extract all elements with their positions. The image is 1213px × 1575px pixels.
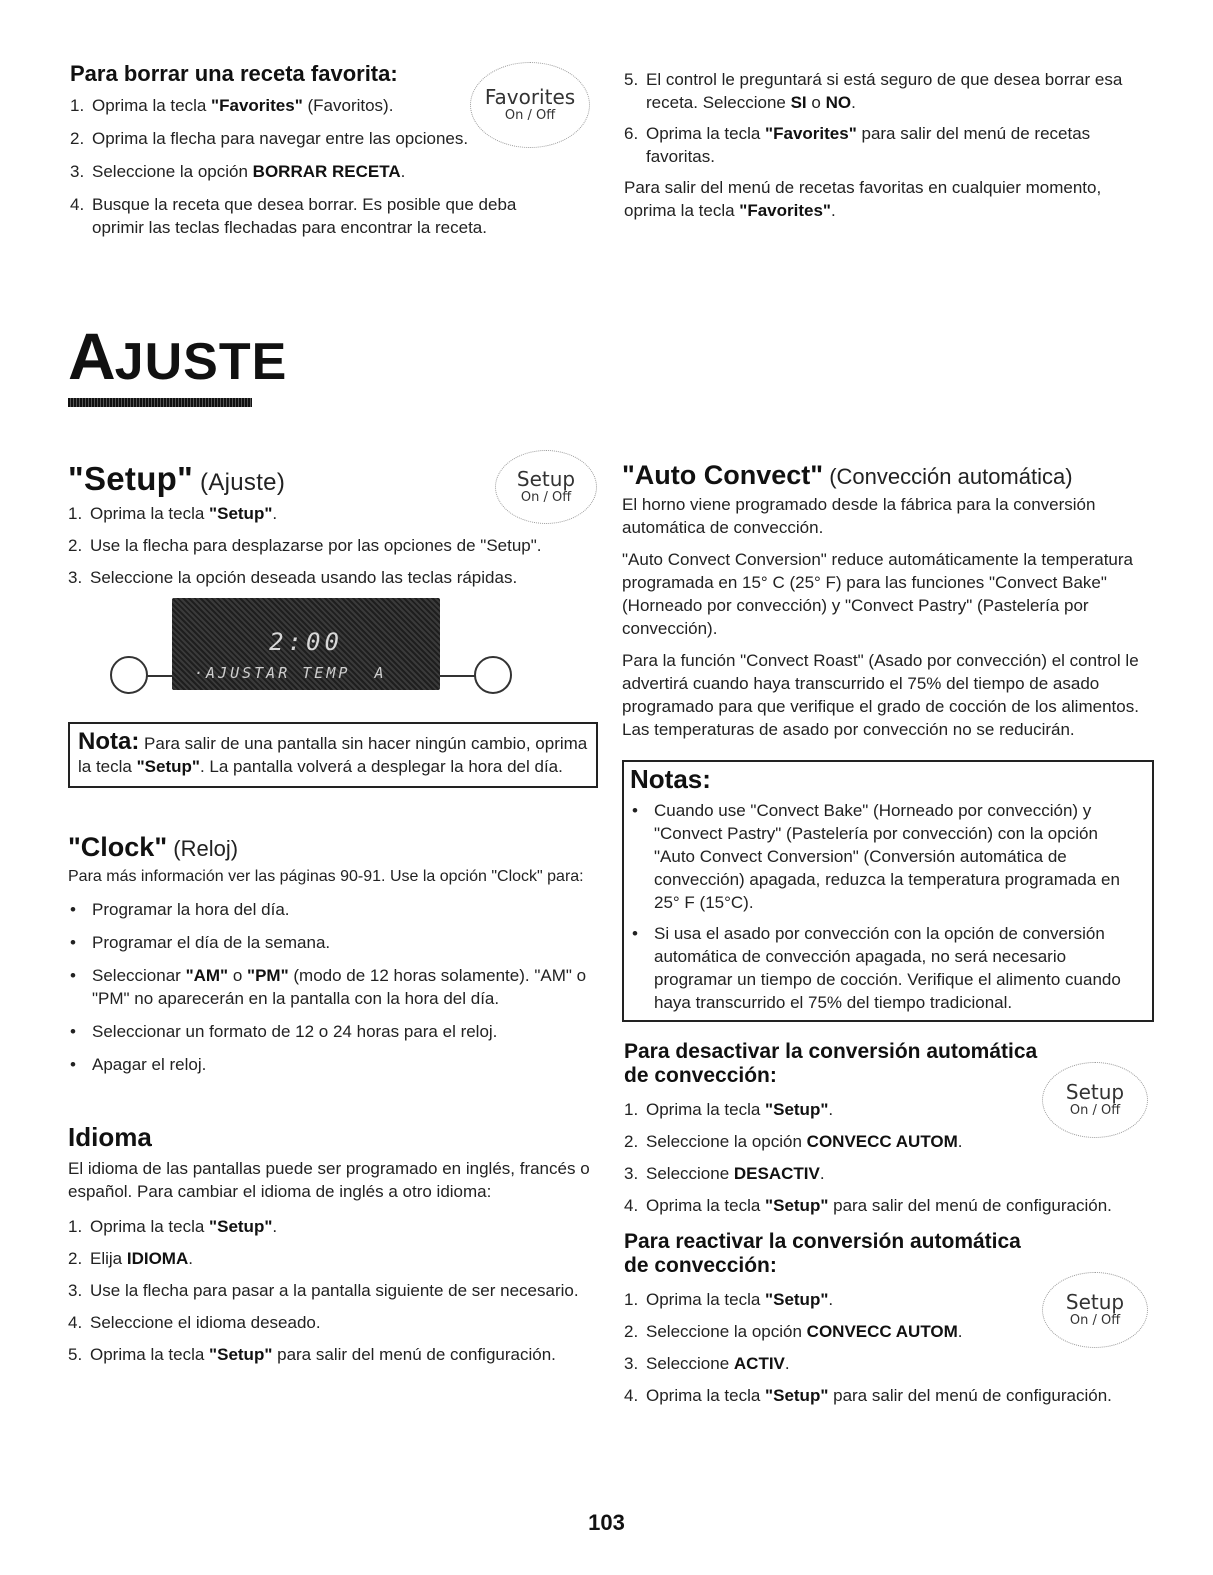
clock-section [68, 832, 598, 1076]
borrar-receta-heading: Para borrar una receta favorita: [70, 61, 398, 86]
list-item: 1. Oprima la tecla "Setup". [624, 1100, 834, 1119]
setup-key-icon: Setup On / Off [495, 450, 597, 524]
list-item: 1. Oprima la tecla "Setup". [68, 1217, 278, 1236]
page-number: 103 [588, 1510, 625, 1535]
idioma-intro: El idioma de las pantallas puede ser programado en inglés, francés o español. Para cambiar el idioma de inglés a otro idioma: [68, 1159, 590, 1201]
desactivar-heading: Para desactivar la conversión automática de convección: [624, 1040, 1038, 1087]
exit-favorites-paragraph: Para salir del menú de recetas favoritas en cualquier momento, oprima la tecla "Favorites". [624, 178, 1102, 220]
list-item: 3. Use la flecha para pasar a la pantalla siguiente de ser necesario. [68, 1281, 579, 1300]
list-item: 6. Oprima la tecla "Favorites" para salir del menú de recetas favoritas. [624, 124, 1091, 166]
notas-box [622, 760, 1154, 1022]
section-title: AJUSTE [68, 319, 288, 393]
list-item: • Si usa el asado por convección con la opción de conversión automática de convección apagada, no será necesario programar un tiempo de cocción. Verifique el alimento cuando haya transcurrido el 75% del tiempo tradicional. [632, 924, 1121, 1012]
reactivar-heading: Para reactivar la conversión automática de convección: [624, 1230, 1021, 1277]
knob-line [440, 675, 476, 677]
list-item: 1. Oprima la tecla "Setup". [68, 504, 278, 523]
list-item: 2. Seleccione la opción CONVECC AUTOM. [624, 1322, 963, 1341]
list-item: • Seleccionar un formato de 12 o 24 horas para el reloj. [70, 1022, 498, 1041]
list-item: 2. Seleccione la opción CONVECC AUTOM. [624, 1132, 963, 1151]
notas-label: Notas: [630, 764, 711, 794]
idioma-section [68, 1122, 598, 1366]
idioma-steps [68, 1215, 598, 1366]
idioma-heading: Idioma [68, 1122, 152, 1152]
list-item: 2. Use la flecha para desplazarse por las opciones de "Setup". [68, 536, 542, 555]
display-message: ·AJUSTAR TEMP A [194, 664, 387, 682]
auto-convect-p3: Para la función "Convect Roast" (Asado por convección) el control le advertirá cuando haya transcurrido el 75% del tiempo de asado programado para que verifique el grado de cocción de los alimentos. Las temperaturas de asado por convección no se reducirán. [622, 651, 1139, 739]
favorites-key-icon: Favorites On / Off [470, 62, 590, 148]
nota-label: Nota: [78, 728, 140, 755]
auto-convect-section [622, 460, 1152, 741]
display-time: 2:00 [269, 628, 343, 656]
nota-text: Para salir de una pantalla sin hacer ningún cambio, oprima la tecla [78, 734, 588, 776]
list-item: 5. El control le preguntará si está seguro de que desea borrar esa receta. Seleccione SI o NO. [624, 70, 1123, 112]
auto-convect-p1: El horno viene programado desde la fábrica para la conversión automática de convección. [622, 495, 1096, 537]
display-screen [172, 598, 440, 690]
borrar-receta-continued [624, 68, 1144, 222]
list-item: • Cuando use "Convect Bake" (Horneado por convección) y "Convect Pastry" (Pastelería por convección) con la opción "Auto Convect Conversion" (Conversión automática de convección) apagada, reduzca la temperatura programada en 25° F (15°C). [632, 801, 1120, 912]
list-item: 1. Oprima la tecla "Favorites" (Favoritos). [70, 96, 394, 115]
clock-intro: Para más información ver las páginas 90-91. Use la opción "Clock" para: [68, 868, 584, 885]
auto-convect-p2: "Auto Convect Conversion" reduce automáticamente la temperatura programada en 15° C (25° F) para las funciones "Convect Bake" (Horneado por convección) y "Convect Pastry" (Pastelería por convección). [622, 550, 1134, 638]
list-item: 4. Oprima la tecla "Setup" para salir del menú de configuración. [624, 1386, 1112, 1405]
list-item: • Apagar el reloj. [70, 1055, 207, 1074]
clock-bullets [68, 898, 598, 1076]
nota-box: Nota: Para salir de una pantalla sin hacer ningún cambio, oprima la tecla "Setup". La pantalla volverá a desplegar la hora del día. [68, 722, 598, 788]
auto-convect-heading: "Auto Convect" (Convección automática) [622, 460, 1073, 490]
list-item: 3. Seleccione la opción BORRAR RECETA. [70, 162, 406, 181]
list-item: • Seleccionar "AM" o "PM" (modo de 12 horas solamente). "AM" o "PM" no aparecerán en la pantalla con la hora del día. [70, 966, 587, 1008]
oven-display-illustration [110, 598, 520, 710]
list-item: 3. Seleccione ACTIV. [624, 1354, 790, 1373]
clock-heading: "Clock" (Reloj) [68, 832, 239, 862]
list-item: 2. Oprima la flecha para navegar entre las opciones. [70, 129, 469, 148]
setup-key-icon: Setup On / Off [1042, 1272, 1148, 1348]
setup-heading: "Setup" (Ajuste) [68, 460, 286, 497]
list-item: 4. Oprima la tecla "Setup" para salir del menú de configuración. [624, 1196, 1112, 1215]
list-item: 4. Seleccione el idioma deseado. [68, 1313, 321, 1332]
list-item: 3. Seleccione DESACTIV. [624, 1164, 825, 1183]
left-knob-icon [110, 656, 148, 694]
section-title-underline [68, 398, 252, 407]
list-item: 5. Oprima la tecla "Setup" para salir del menú de configuración. [68, 1345, 556, 1364]
knob-line [146, 675, 174, 677]
list-item: 4. Busque la receta que desea borrar. Es posible que deba oprimir las teclas flechadas para encontrar la receta. [70, 195, 517, 237]
list-item: • Programar la hora del día. [70, 900, 290, 919]
list-item: 3. Seleccione la opción deseada usando las teclas rápidas. [68, 568, 518, 587]
list-item: 2. Elija IDIOMA. [68, 1249, 193, 1268]
setup-key-icon: Setup On / Off [1042, 1062, 1148, 1138]
right-knob-icon [474, 656, 512, 694]
list-item: 1. Oprima la tecla "Setup". [624, 1290, 834, 1309]
list-item: • Programar el día de la semana. [70, 933, 331, 952]
